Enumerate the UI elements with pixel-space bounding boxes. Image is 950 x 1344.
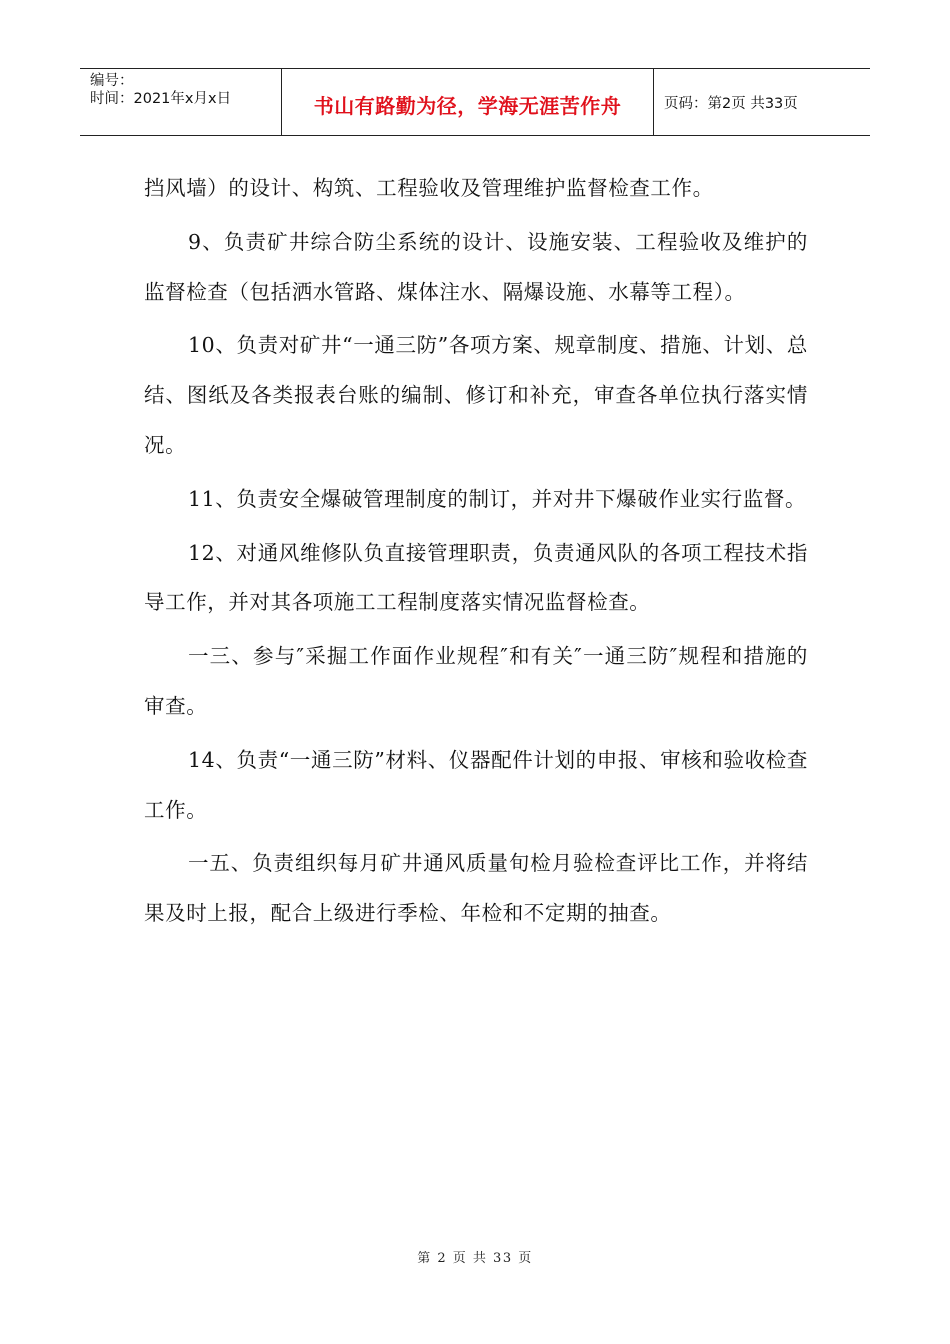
- page-footer: [0, 1247, 950, 1266]
- paragraph-item-9: 9、负责矿井综合防尘系统的设计、设施安装、工程验收及维护的监督检查（包括洒水管路、煤体注水、隔爆设施、水幕等工程）。: [144, 229, 808, 304]
- document-time-label: 时间：2021年x月x日: [90, 91, 232, 107]
- paragraph-continuation: 挡风墙）的设计、构筑、工程验收及管理维护监督检查工作。: [144, 176, 714, 200]
- header-meta-cell: [80, 69, 282, 135]
- document-body: [144, 164, 808, 943]
- document-number-label: 编号：: [90, 73, 134, 89]
- footer-page-number: 第 2 页 共 33 页: [417, 1251, 533, 1266]
- header-motto-cell: [282, 69, 654, 135]
- paragraph-item-15: 一五、负责组织每月矿井通风质量旬检月验检查评比工作，并将结果及时上报，配合上级进行季检、年检和不定期的抽查。: [144, 851, 808, 926]
- paragraph-item-10: 10、负责对矿井“一通三防”各项方案、规章制度、措施、计划、总结、图纸及各类报表台账的编制、修订和补充，审查各单位执行落实情况。: [144, 333, 808, 457]
- paragraph-item-13: 一三、参与″采掘工作面作业规程″和有关″一通三防″规程和措施的审查。: [144, 644, 808, 718]
- document-header: [80, 68, 870, 136]
- header-motto: 书山有路勤为径，学海无涯苦作舟: [313, 93, 622, 118]
- header-page-info: 页码：第2页 共33页: [664, 95, 798, 112]
- paragraph-item-14: 14、负责“一通三防”材料、仪器配件计划的申报、审核和验收检查工作。: [144, 747, 808, 822]
- header-page-cell: [654, 69, 870, 135]
- paragraph-item-12: 12、对通风维修队负直接管理职责，负责通风队的各项工程技术指导工作，并对其各项施工工程制度落实情况监督检查。: [144, 540, 808, 615]
- paragraph-item-11: 11、负责安全爆破管理制度的制订，并对井下爆破作业实行监督。: [188, 486, 807, 511]
